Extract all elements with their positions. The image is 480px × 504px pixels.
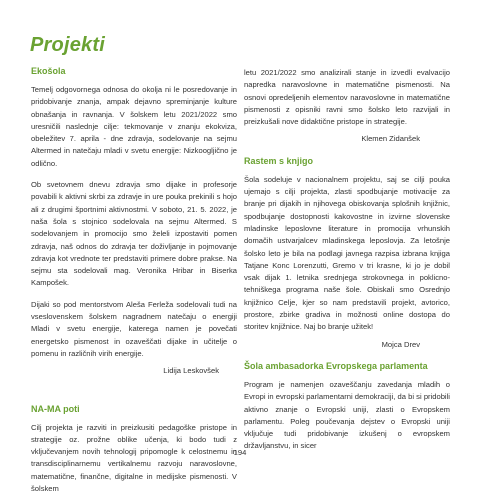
section-heading-ekosola: Ekošola (31, 66, 66, 76)
ambasador-paragraph-1: Program je namenjen ozaveščanju zavedanja mladih o Evropi in evropski parlamentarni demokraciji, da bi si pridobili aktivno znanje o Evropski uniji, zlasti o Evropskem parlamentu. Poleg poučevanja dejstev o Evropski uniji vključuje tudi pridobivanje izkušenj o evropskem državljanstvu, in sicer (244, 379, 450, 451)
namapoti-continued-paragraph: letu 2021/2022 smo analizirali stanje in izvedli evalvacijo napredka naravoslovne in matematične pismenosti. Na osnovi opredeljenih elementov naravoslovne in matematične pismenosti z opisniki ravni smo šolsko leto razvijali in preizkušali nove didaktične pristope in strategije. (244, 68, 450, 127)
section-heading-namapoti: NA-MA poti (31, 403, 80, 414)
page-title: Projekti (30, 34, 105, 56)
ekosola-paragraph-3: Dijaki so pod mentorstvom Aleša Ferleža sodelovali tudi na vseslovenskem šolskem nagradnem natečaju o energiji Mladi v svetu energije, katerega namen je povečati energetsko pismenost in ozaveščati dijake in učitelje o pomenu in različnih virih energije. (31, 299, 237, 358)
right-column (244, 67, 450, 462)
ekosola-paragraph-1: Temelj odgovornega odnosa do okolja ni le posredovanje in pridobivanje znanja, ampak dejavno spreminjanje kulture obnašanja in ravnanja. V šolskem letu 2021/2022 smo uresničili naslednje cilje: tekmovanje v znanju ekokviza, obeležitev 7. aprila - dne zdravja, sodelovanje na sejmu Altermed in natečaju mladi v svetu energije: Nizkoogljično je odlično. (31, 85, 237, 168)
namapoti-signature: Klemen Zidanšek (361, 134, 420, 144)
ekosola-signature: Lidija Leskovšek (163, 366, 219, 376)
rastem-signature: Mojca Drev (381, 339, 420, 349)
section-heading-rastem: Rastem s knjigo (244, 155, 314, 166)
rastem-paragraph-1: Šola sodeluje v nacionalnem projektu, saj se cilji pouka ujemajo s cilji projekta, zlasti spodbujanje motivacije za branje pri dijakih in njihovega obiskovanja splošnih knjižnic, spodbujanje dostopnosti kakovostne in izvirne slovenske mladinske leposlovne literature in promocija vrhunskih domačih ustvarjalcev mladinskega leposlovja. Za letošnje šolsko leto je bila na podlagi javnega razpisa izbrana knjiga Tatjane Konc Lorenzutti, Gremo v tri krasne, ki jo je dobil vsak dijak 1. letnika srednjega strokovnega in poklicno-tehniškega programa naše šole. Obiskali smo Osrednjo knjižnico Celje, kjer so nam predstavili projekt, avtorico, prostore, zbirke gradiva in možnosti online dostopa do storitev knjižnice. Naj bo branje užitek! (244, 174, 450, 332)
page-number: 194 (233, 448, 247, 457)
section-heading-ambasador: Šola ambasadorka Evropskega parlamenta (244, 360, 428, 371)
ekosola-paragraph-2: Ob svetovnem dnevu zdravja smo dijake in profesorje povabili k aktivni skrbi za zdravje in ure pouka prekinili s hojo ali z drugimi športnimi aktivnostmi. V soboto, 21. 5. 2022, je naša šola s stojnico sodelovala na sejmu Altermed. S sodelovanjem in promocijo smo želeli izpostaviti pomen zdravja, naš odnos do zdravja ter doživljanje in pojmovanje zdravja kot vrednote ter predstaviti primere dobre prakse. Na sejmu sta sodelovali mag. Veronika Hribar in Biserka Kampošek. (31, 180, 237, 288)
namapoti-paragraph-1: Cilj projekta je razviti in preizkusiti pedagoške pristope in strategije oz. prožne oblike učenja, ki bodo tudi z vključevanjem novih tehnologij pripomogle k celostnemu in transdisciplinarnemu vertikalnemu razvoju naravoslovne, matematične, finančne, digitalne in medijske pismenosti. V šolskem (31, 422, 237, 494)
left-column (31, 66, 237, 504)
